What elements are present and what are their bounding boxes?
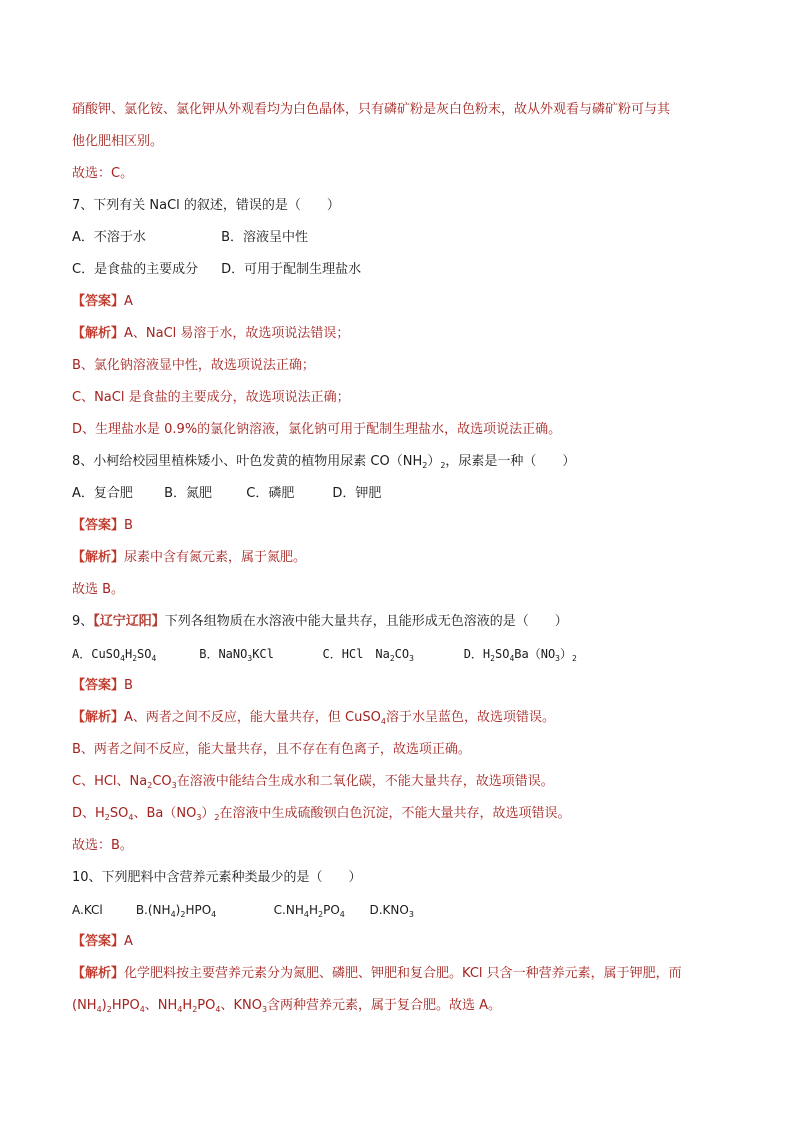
question-7-options-row2 (72, 261, 734, 279)
answer-tag: 【答案】 (72, 518, 125, 533)
question-10-options (72, 901, 734, 919)
answer-line (72, 677, 734, 695)
answer-line: 故选：C。 (72, 166, 134, 181)
source-tag: 【辽宁辽阳】 (93, 614, 165, 629)
option-a: A.KCl (72, 903, 103, 917)
analysis-tag: 【解析】 (72, 326, 125, 341)
stem-text: 下列各组物质在水溶液中能大量共存，且能形成无色溶液的是（ ） (164, 614, 568, 629)
stem-text: ，尿素是一种（ ） (445, 454, 576, 469)
analysis-text: A、NaCl 易溶于水，故选项说法错误； (124, 326, 350, 341)
option-d: D．$H_2SO_4Ba(NO_3)_2$ (463, 647, 577, 663)
answer-value: A (124, 934, 133, 949)
text-line: 硝酸钾、氯化铵、氯化钾从外观看均为白色晶体，只有磷矿粉是灰白色粉末，故从外观看与磷矿粉可与其 (72, 102, 671, 117)
question-8-options (72, 485, 734, 503)
subscript: 2 (422, 461, 428, 470)
option-c: C．是食盐的主要成分 (72, 262, 199, 277)
question-10-stem: 10、下列肥料中含营养元素种类最少的是（ ） (72, 870, 362, 885)
stem-text: ） (427, 454, 441, 469)
answer-line (72, 293, 734, 311)
analysis-line: D、生理盐水是 0.9%的氯化钠溶液，氯化钠可用于配制生理盐水，故选项说法正确。 (72, 422, 562, 437)
option-c: C．HCl $Na_2CO_3$ (322, 647, 414, 663)
answer-line (72, 933, 734, 951)
option-c: C．磷肥 (246, 486, 295, 501)
option-a: A．复合肥 (72, 486, 133, 501)
answer-line (72, 517, 734, 535)
answer-line: 故选：B。 (72, 838, 133, 853)
analysis-line: D、$H_2SO_4$、$Ba(NO_3)_2$在溶液中生成硫酸钡白色沉淀，不能大量共存，故选项错误。 (72, 806, 571, 822)
analysis-tag: 【解析】 (72, 550, 125, 565)
option-c: $C.NH_4H_2PO_4$ (273, 903, 345, 919)
subscript: 2 (440, 461, 446, 470)
stem-text: 8、小柯给校园里植株矮小、叶色发黄的植物用尿素 CO（NH (72, 454, 423, 469)
analysis-line (72, 325, 734, 343)
option-b: B．氮肥 (164, 486, 213, 501)
analysis-line: B、氯化钠溶液显中性，故选项说法正确； (72, 358, 315, 373)
analysis-line: C、HCl、$Na_2CO_3$在溶液中能结合生成水和二氧化碳，不能大量共存，故选项错误。 (72, 774, 554, 790)
question-7-options-row1 (72, 229, 734, 247)
question-9-stem (72, 613, 734, 631)
question-8-stem (72, 453, 734, 471)
option-b: $B.(NH_4)_2HPO_4$ (135, 903, 217, 919)
option-a: A．不溶于水 (72, 230, 146, 245)
answer-line: 故选 B。 (72, 582, 125, 597)
text-line: 他化肥相区别。 (72, 134, 164, 149)
analysis-line: $(NH_4)_2HPO_4$、$NH_4H_2PO_4$、$KNO_3$含两种营养元素，属于复合肥。故选 A。 (72, 998, 502, 1014)
analysis-line: C、NaCl 是食盐的主要成分，故选项说法正确； (72, 390, 350, 405)
option-d: $D.KNO_3$ (369, 903, 414, 919)
analysis-line: 【解析】化学肥料按主要营养元素分为氮肥、磷肥、钾肥和复合肥。KCl 只含一种营养元素，属于钾肥，而 (72, 966, 682, 981)
analysis-text: 尿素中含有氮元素，属于氮肥。 (124, 550, 307, 565)
analysis-tag: 【解析】 (72, 710, 125, 725)
answer-value: A (124, 294, 133, 309)
analysis-line: B、两者之间不反应，能大量共存，且不存在有色离子，故选项正确。 (72, 742, 471, 757)
answer-value: B (124, 518, 133, 533)
answer-tag: 【答案】 (72, 934, 125, 949)
answer-value: B (124, 678, 133, 693)
option-d: D．钾肥 (332, 486, 382, 501)
option-b: B．NaNO$_3$KCl (199, 647, 274, 663)
option-d: D．可用于配制生理盐水 (221, 262, 362, 277)
question-9-options (72, 645, 734, 663)
analysis-line: 【解析】A、两者之间不反应，能大量共存，但 CuSO$_4$溶于水呈蓝色，故选项错误。 (72, 710, 555, 726)
question-number: 9、 (72, 614, 94, 629)
question-7-stem: 7、下列有关 NaCl 的叙述，错误的是（ ） (72, 198, 340, 213)
option-b: B．溶液呈中性 (221, 230, 309, 245)
analysis-line (72, 549, 734, 567)
analysis-tag: 【解析】 (72, 966, 125, 981)
option-a: A．$CuSO_4H_2SO_4$ (72, 647, 157, 663)
answer-tag: 【答案】 (72, 678, 125, 693)
answer-tag: 【答案】 (72, 294, 125, 309)
